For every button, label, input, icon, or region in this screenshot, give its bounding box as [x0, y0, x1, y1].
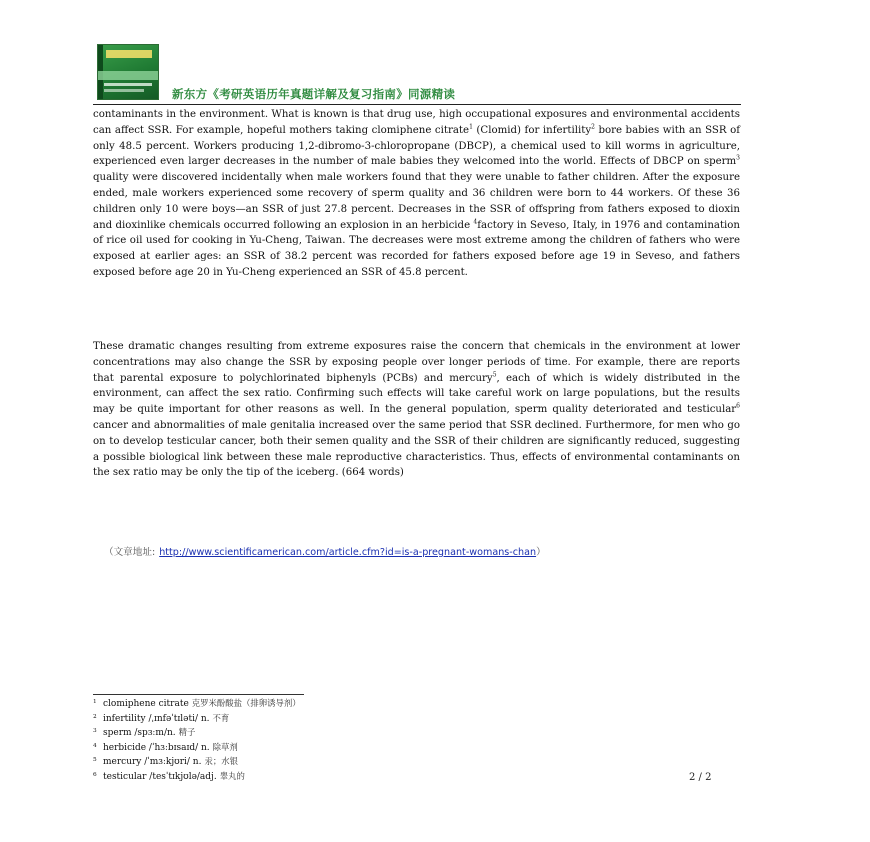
- footnote-item: [93, 755, 513, 770]
- footnote-term: herbicide /ˈhɜːbɪsaɪd/ n.: [103, 742, 210, 753]
- footnote-number: 4: [93, 742, 97, 749]
- source-suffix: ）: [536, 547, 546, 558]
- source-link[interactable]: http://www.scientificamerican.com/article.cfm?id=is-a-pregnant-womans-chan: [159, 547, 537, 558]
- footnote-term: testicular /tesˈtɪkjʊlə/adj.: [103, 771, 217, 782]
- footnote-term: infertility /ˌɪnfəˈtɪləti/ n.: [103, 713, 210, 724]
- footnote-gloss: 不育: [212, 712, 230, 723]
- header-divider: [93, 104, 741, 105]
- paragraph-text: cancer and abnormalities of male genitalia increased over the same period that SSR declined. Furthermore, for men who go on to develop testicular cancer, both their semen quality and the SSR of their children are significantly reduced, suggesting a possible biological link between these male reproductive characteristics. Thus, effects of environmental contaminants on the sex ratio may be only the tip of the iceberg. (664 words): [93, 419, 740, 479]
- footnote-item: [93, 712, 513, 727]
- paragraph-text: These dramatic changes resulting from extreme exposures raise the concern that chemicals in the environment at lower concentrations may also change the SSR by exposing people over longer periods of time. For example, there are reports that parental exposure to polychlorinated biphenyls (PCBs) and mercury: [93, 341, 740, 384]
- footnote-marker: 1: [469, 123, 473, 131]
- footnote-term: sperm /spɜːm/n.: [103, 728, 176, 739]
- footnotes: [93, 697, 513, 785]
- footnote-marker: 2: [591, 123, 595, 131]
- header-title: 新东方《考研英语历年真题详解及复习指南》同源精读: [172, 87, 456, 101]
- body-paragraph: [93, 107, 740, 281]
- footnote-number: 2: [93, 713, 97, 720]
- paragraph-text: quality were discovered incidentally when male workers found that they were unable to father children. After the exposure ended, male workers experienced some recovery of sperm quality and 36 children were born to 44 workers. Of these 36 children only 10 were boys—an SSR of just 27.8 percent. Decreases in the SSR of offspring from fathers exposed to dioxin and dioxinlike chemicals occurred following an explosion in an herbicide: [93, 172, 740, 231]
- footnote-divider: [93, 694, 304, 695]
- footnote-item: [93, 741, 513, 756]
- footnote-gloss: 精子: [178, 727, 196, 738]
- footnote-number: 5: [93, 757, 97, 764]
- source-line: [104, 544, 546, 558]
- paragraph-text: (Clomid) for infertility: [472, 124, 592, 136]
- footnote-marker: 3: [736, 155, 740, 162]
- paragraph-text: contaminants in the environment. What is known is that drug use, high occupational exposures and environmental accidents can affect SSR. For example, hopeful mothers taking clomiphene citrate: [93, 109, 740, 136]
- body-paragraph: [93, 339, 740, 481]
- footnote-gloss: 克罗米酚酸盐（排卵诱导剂）: [191, 698, 301, 708]
- footnote-term: mercury /ˈmɜːkjʊri/ n.: [103, 757, 202, 768]
- book-cover-image: [97, 44, 159, 100]
- footnote-item: [93, 697, 513, 712]
- footnote-gloss: 睾丸的: [219, 770, 245, 781]
- footnote-gloss: 除草剂: [212, 741, 238, 752]
- footnote-gloss: 汞；水银: [204, 756, 238, 767]
- paragraph-text: , each of which is widely distributed in the environment, can affect the sex ratio. Confirming such effects will take careful work on large populations, but the results may be quite important for other reasons as well. In the general population, sperm quality deteriorated and testicular: [93, 372, 741, 416]
- footnote-marker: 5: [492, 371, 497, 379]
- page-number: 2 / 2: [689, 772, 712, 783]
- footnote-item: [93, 726, 513, 741]
- footnote-term: clomiphene citrate: [103, 699, 189, 709]
- paragraph-text: factory in Seveso, Italy, in 1976 and contamination of rice oil used for cooking in Yu-Cheng, Taiwan. The decreases were most extreme among the children of fathers who were exposed at earlier ages: an SSR of 38.2 percent was recorded for fathers exposed before age 19 in Seveso, and fathers exposed before age 20 in Yu-Cheng experienced an SSR of 45.8 percent.: [93, 219, 740, 278]
- footnote-number: 1: [93, 699, 97, 705]
- footnote-item: [93, 770, 513, 785]
- footnote-marker: 4: [473, 218, 478, 226]
- footnote-number: 6: [93, 771, 97, 778]
- paragraph-text: bore babies with an SSR of only 48.5 percent. Workers producing 1,2-dibromo-3-chloropropane (DBCP), a chemical used to kill worms in agriculture, experienced even larger decreases in the number of male babies they welcomed into the world. Effects of DBCP on sperm: [93, 124, 740, 168]
- source-prefix: （文章地址:: [104, 547, 156, 558]
- footnote-marker: 6: [736, 402, 740, 410]
- footnote-number: 3: [93, 728, 97, 735]
